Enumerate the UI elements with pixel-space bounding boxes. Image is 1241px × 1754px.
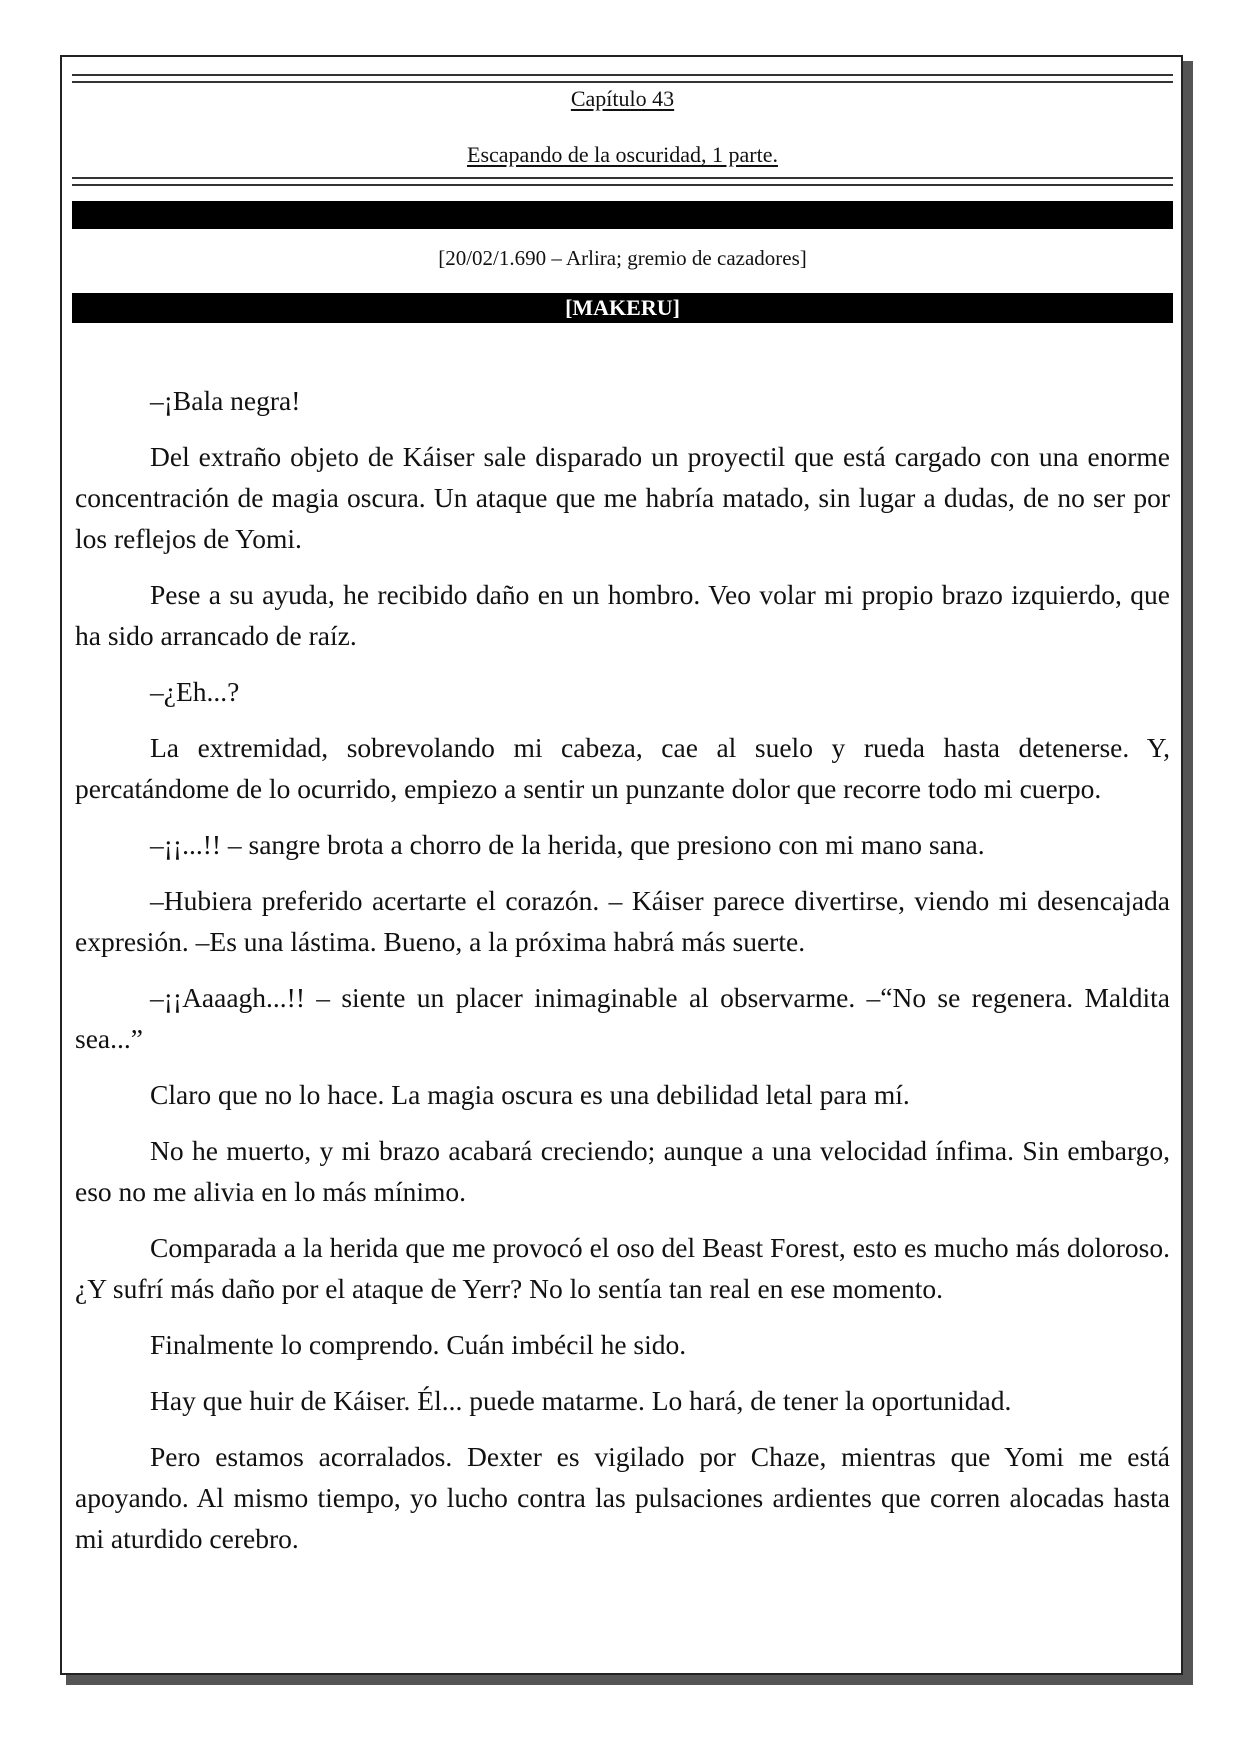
paragraph: Finalmente lo comprendo. Cuán imbécil he sido. xyxy=(150,1329,687,1360)
paragraph: –Hubiera preferido acertarte el corazón. – Káiser parece divertirse, viendo mi desencajada expresión. –Es una lástima. Bueno, a la próxima habrá más suerte. xyxy=(75,885,1170,957)
paragraph: Pese a su ayuda, he recibido daño en un hombro. Veo volar mi propio brazo izquierdo, que ha sido arrancado de raíz. xyxy=(75,579,1170,651)
paragraph: –¡¡...!! – sangre brota a chorro de la herida, que presiono con mi mano sana. xyxy=(150,829,985,860)
separator-bar xyxy=(72,201,1173,229)
paragraph: Claro que no lo hace. La magia oscura es una debilidad letal para mí. xyxy=(150,1079,910,1110)
paragraph: Del extraño objeto de Káiser sale disparado un proyectil que está cargado con una enorme concentración de magia oscura. Un ataque que me habría matado, sin lugar a dudas, de no ser por los reflejos de Yomi. xyxy=(75,441,1170,554)
paragraph: No he muerto, y mi brazo acabará creciendo; aunque a una velocidad ínfima. Sin embargo, eso no me alivia en lo más mínimo. xyxy=(75,1135,1170,1207)
paragraph: –¡Bala negra! xyxy=(150,385,301,416)
top-double-rule xyxy=(72,74,1173,83)
paragraph: Comparada a la herida que me provocó el oso del Beast Forest, esto es mucho más doloroso. ¿Y sufrí más daño por el ataque de Yerr? No lo sentía tan real en ese momento. xyxy=(75,1232,1170,1304)
bottom-double-rule xyxy=(72,177,1173,186)
pov-banner: [MAKERU] xyxy=(72,293,1173,323)
paragraph: Pero estamos acorralados. Dexter es vigilado por Chaze, mientras que Yomi me está apoyando. Al mismo tiempo, yo lucho contra las pulsaciones ardientes que corren alocadas hasta mi aturdido cerebro. xyxy=(75,1441,1170,1554)
paragraph: La extremidad, sobrevolando mi cabeza, cae al suelo y rueda hasta detenerse. Y, percatándome de lo ocurrido, empiezo a sentir un punzante dolor que recorre todo mi cuerpo. xyxy=(75,732,1170,804)
scene-date-location: [20/02/1.690 – Arlira; gremio de cazadores] xyxy=(438,246,807,270)
chapter-body xyxy=(75,380,1170,1574)
chapter-heading: Capítulo 43 xyxy=(570,86,675,111)
paragraph: Hay que huir de Káiser. Él... puede matarme. Lo hará, de tener la oportunidad. xyxy=(150,1385,1012,1416)
chapter-subtitle: Escapando de la oscuridad, 1 parte. xyxy=(467,142,778,167)
paragraph: –¡¡Aaaagh...!! – siente un placer inimaginable al observarme. –“No se regenera. Maldita sea...” xyxy=(75,982,1170,1054)
paragraph: –¿Eh...? xyxy=(150,676,240,707)
